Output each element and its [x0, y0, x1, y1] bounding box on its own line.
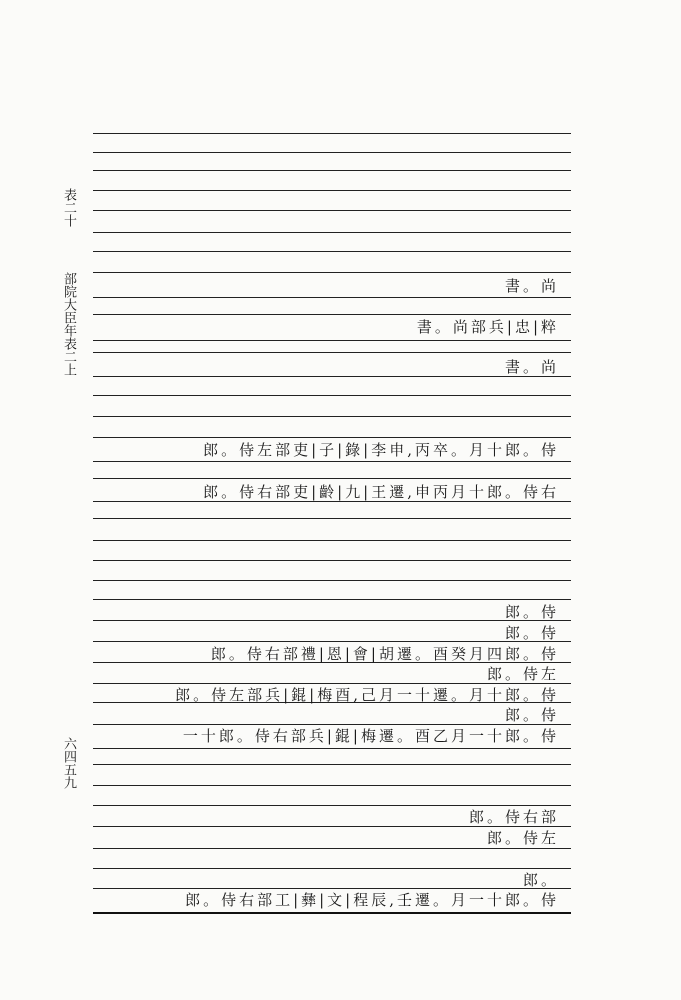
- table-row-text: 郎。侍: [504, 603, 559, 621]
- side-title-section: 部院大臣年表二上: [61, 272, 76, 376]
- rule-line: [93, 912, 571, 914]
- rule-line: [93, 190, 571, 191]
- rule-line: [93, 395, 571, 396]
- rule-line: [93, 805, 571, 806]
- table-row-text: 書。尚: [504, 277, 559, 295]
- side-title-table-number: 表二十: [61, 188, 76, 227]
- rule-line: [93, 478, 571, 479]
- rule-line: [93, 724, 571, 725]
- table-row-text: 郎。侍右部吏|齡|九|王遷,申丙月十郎。侍右: [203, 483, 559, 501]
- rule-line: [93, 868, 571, 869]
- rule-line: [93, 210, 571, 211]
- rule-line: [93, 297, 571, 298]
- rule-line: [93, 540, 571, 541]
- rule-line: [93, 314, 571, 315]
- rule-line: [93, 764, 571, 765]
- rule-line: [93, 560, 571, 561]
- rule-line: [93, 518, 571, 519]
- table-row-text: 郎。: [522, 871, 559, 889]
- table-row-text: 郎。侍左: [486, 665, 559, 683]
- table-row-text: 郎。侍右部工|彝|文|程辰,壬遷。月一十郎。侍: [185, 891, 559, 909]
- table-row-text: 郎。侍右部禮|恩|會|胡遷。酉癸月四郎。侍: [210, 645, 559, 663]
- page-number: 六四五九: [61, 737, 76, 789]
- table-row-text: 郎。侍左: [486, 829, 559, 847]
- rule-line: [93, 272, 571, 273]
- rule-line: [93, 340, 571, 341]
- rule-line: [93, 232, 571, 233]
- rule-line: [93, 501, 571, 502]
- table-row-text: 郎。侍右部: [468, 808, 559, 826]
- rule-line: [93, 461, 571, 462]
- table-row-text: 郎。侍左部吏|子|錄|李申,丙卒。月十郎。侍: [203, 441, 559, 459]
- rule-line: [93, 376, 571, 377]
- table-row-text: 郎。侍: [504, 706, 559, 724]
- table-row-text: 郎。侍: [504, 624, 559, 642]
- rule-line: [93, 580, 571, 581]
- rule-line: [93, 251, 571, 252]
- rule-line: [93, 437, 571, 438]
- rule-line: [93, 848, 571, 849]
- table-row-text: 郎。侍左部兵|錕|梅酉,己月一十遷。月十郎。侍: [175, 686, 559, 704]
- table-row-text: 一十郎。侍右部兵|錕|梅遷。酉乙月一十郎。侍: [182, 727, 559, 745]
- rule-line: [93, 826, 571, 827]
- rule-line: [93, 352, 571, 353]
- rule-line: [93, 416, 571, 417]
- rule-line: [93, 133, 571, 134]
- table-row-text: 書。尚: [504, 358, 559, 376]
- rule-line: [93, 748, 571, 749]
- rule-line: [93, 599, 571, 600]
- rule-line: [93, 170, 571, 171]
- table-row-text: 書。尚部兵|忠|粹: [416, 318, 559, 336]
- rule-line: [93, 152, 571, 153]
- rule-line: [93, 785, 571, 786]
- rule-line: [93, 683, 571, 684]
